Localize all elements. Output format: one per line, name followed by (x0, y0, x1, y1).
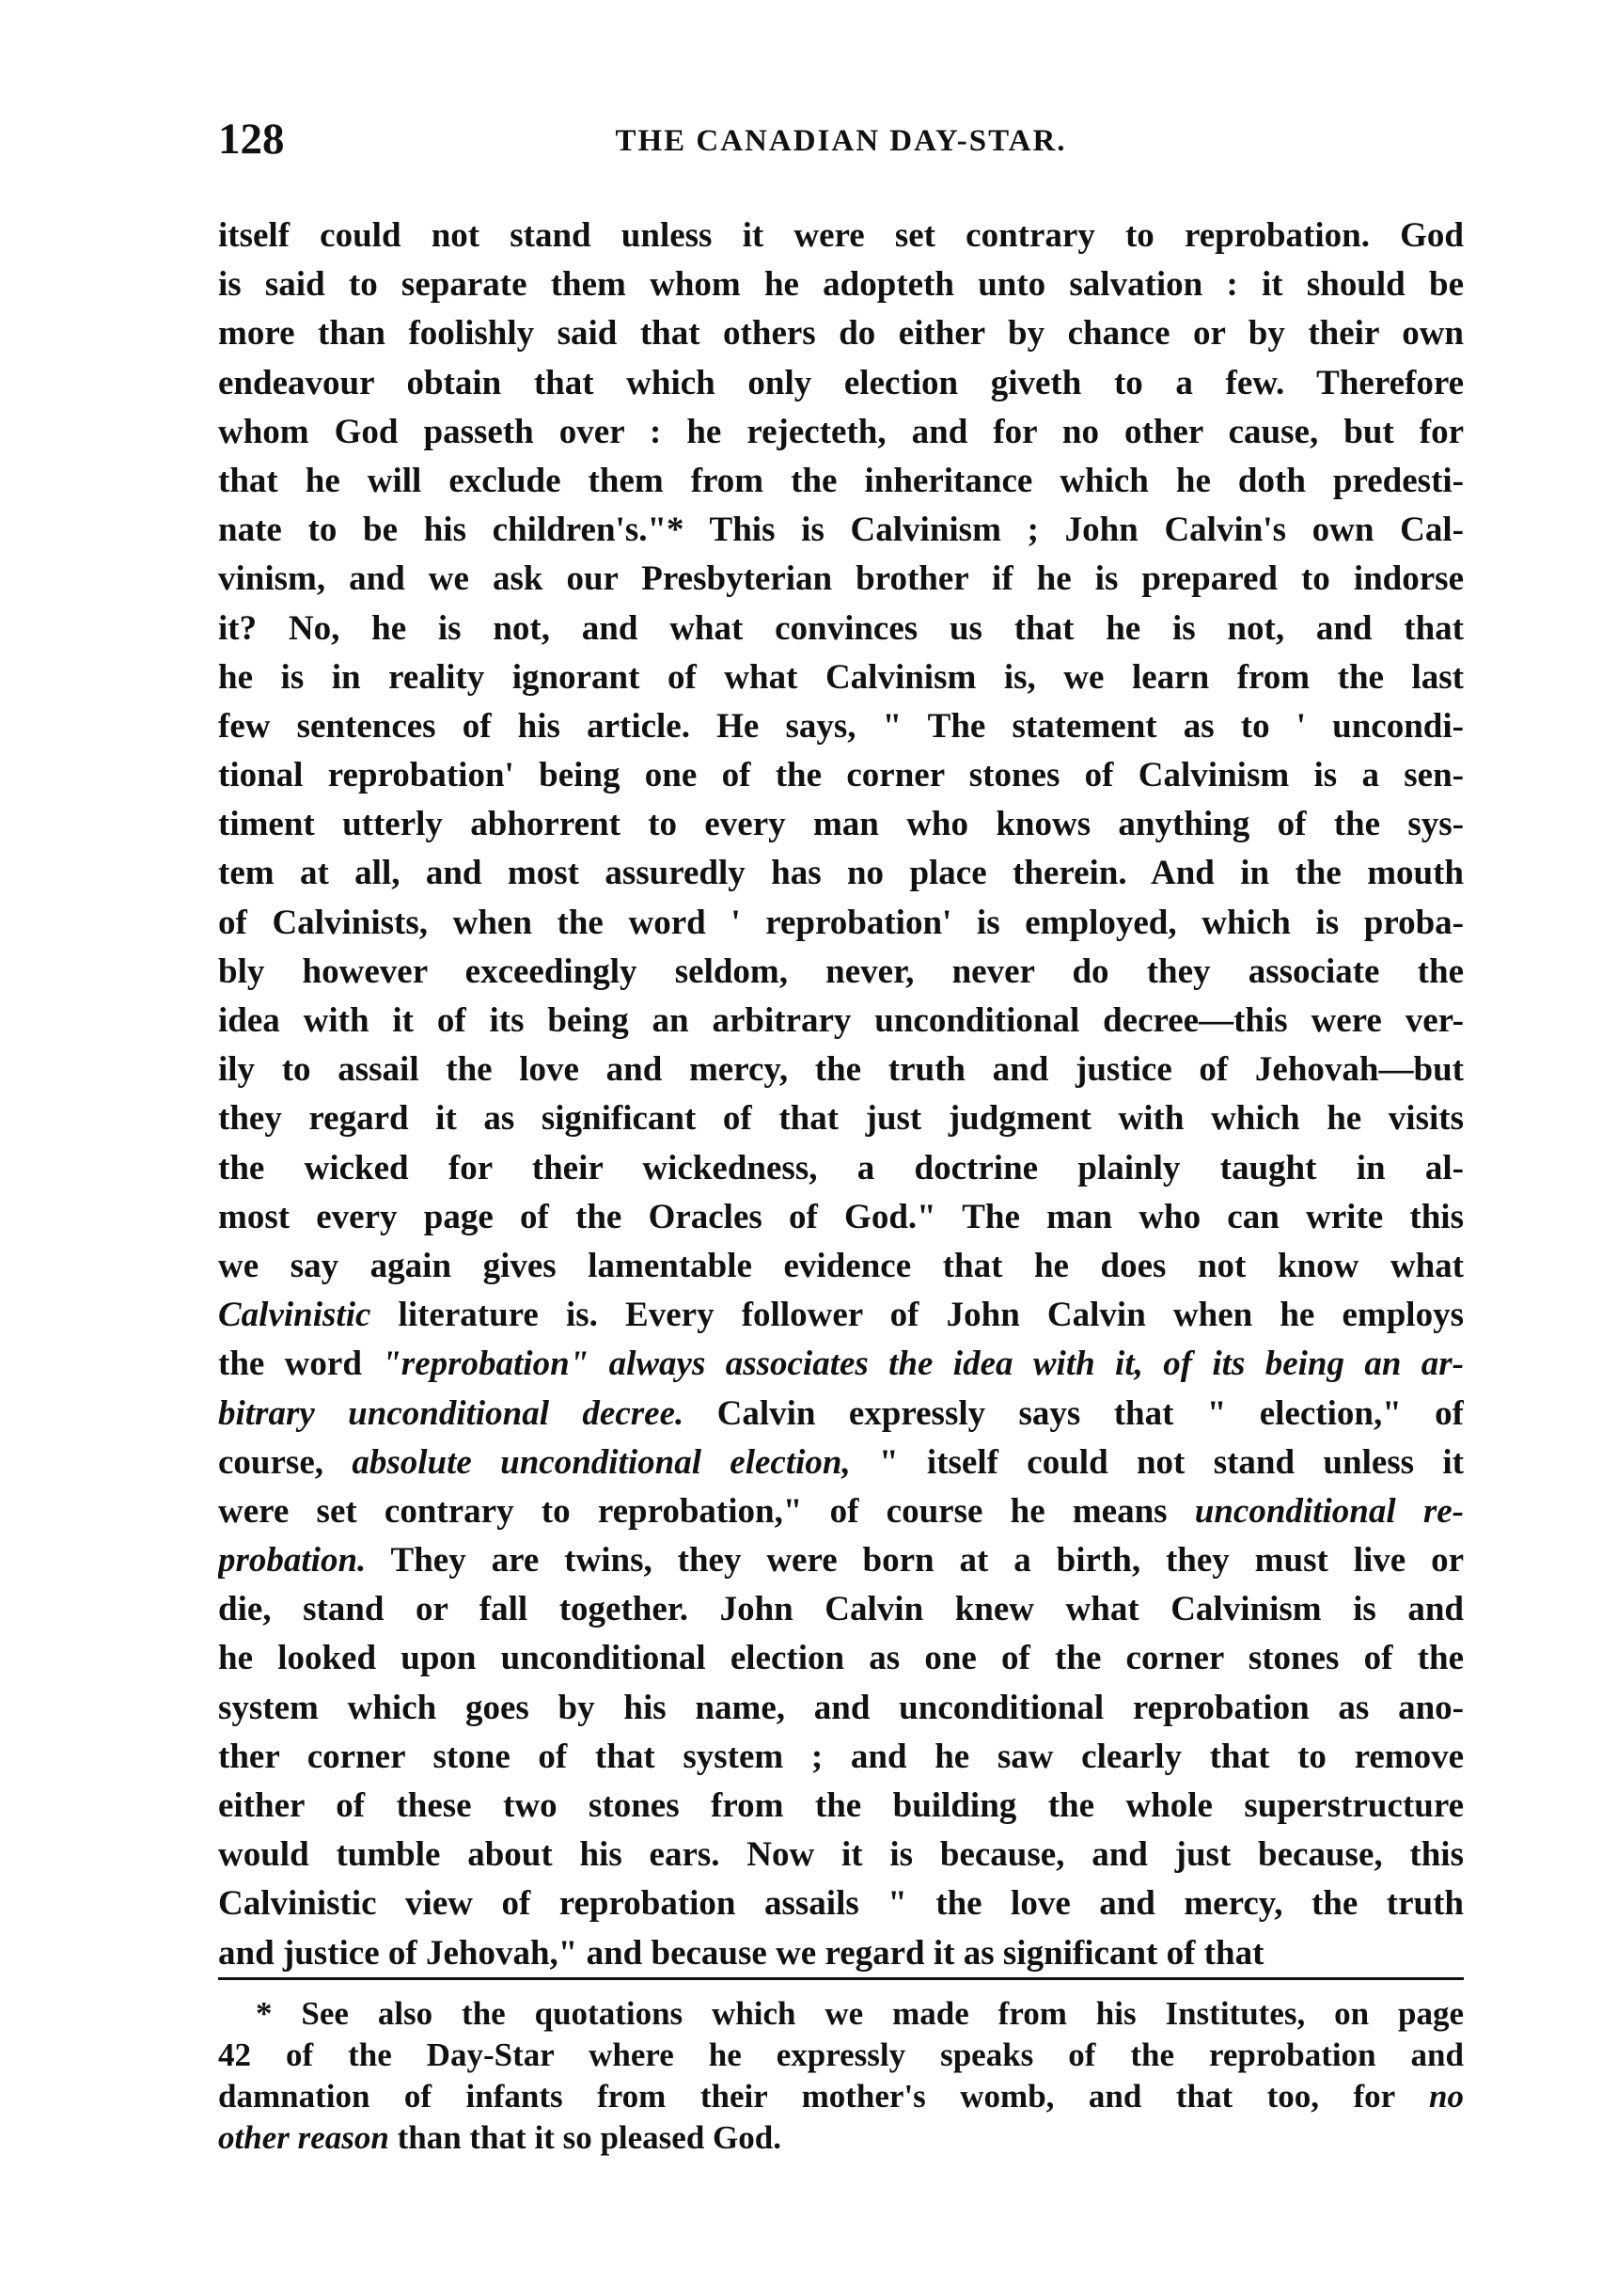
body-line (218, 948, 1464, 997)
body-line (218, 309, 1464, 358)
body-line (218, 457, 1464, 506)
body-line (218, 997, 1464, 1046)
text-run: literature is. Every follower of John Calvin when he employs (370, 1296, 1464, 1335)
body-line (218, 1046, 1464, 1094)
text-run: nate to be his children's."* This is Calvinism ; John Calvin's own Cal- (218, 511, 1464, 550)
body-line (218, 506, 1464, 555)
text-run: few sentences of his article. He says, " The statement as to ' uncondi- (218, 706, 1464, 746)
body-line (218, 1487, 1464, 1536)
body-line (218, 1831, 1464, 1879)
text-run: would tumble about his ears. Now it is because, and just because, this (218, 1835, 1464, 1875)
text-run: damnation of infants from their mother's womb, and that too, for (218, 2078, 1430, 2115)
text-run: most every page of the Oracles of God." The man who can write this (218, 1197, 1464, 1236)
text-run: Calvin expressly says that " election," of (683, 1393, 1464, 1433)
italic-text: absolute unconditional election, (352, 1442, 851, 1482)
body-line (218, 1634, 1464, 1683)
body-line (218, 800, 1464, 849)
text-run: They are twins, they were born at a birth, they must live or (366, 1541, 1464, 1580)
body-line (218, 1536, 1464, 1585)
body-line (218, 653, 1464, 702)
text-run: tem at all, and most assuredly has no place therein. And in the mouth (218, 854, 1464, 893)
footnote-line (218, 2117, 1464, 2159)
text-run: he is in reality ignorant of what Calvinism is, we learn from the last (218, 657, 1464, 697)
body-line (218, 1340, 1464, 1389)
italic-text: no (1429, 2078, 1464, 2115)
text-run: itself could not stand unless it were set contrary to reprobation. God (218, 216, 1464, 255)
body-line (218, 1390, 1464, 1439)
text-run: course, (218, 1442, 353, 1482)
footnote-line (218, 2076, 1464, 2117)
body-line (218, 1094, 1464, 1143)
body-line (218, 212, 1464, 260)
text-run: die, stand or fall together. John Calvin knew what Calvinism is and (218, 1590, 1464, 1629)
body-line (218, 359, 1464, 408)
text-run: that he will exclude them from the inheritance which he doth predesti- (218, 461, 1464, 500)
italic-text: unconditional re- (1194, 1491, 1464, 1531)
text-run: * See also the quotations which we made from his Institutes, on page (256, 1995, 1464, 2032)
text-run: were set contrary to reprobation," of course he means (218, 1491, 1195, 1531)
body-line (218, 1242, 1464, 1291)
footnote-rule (218, 1977, 1464, 1980)
italic-text: "reprobation" always associates the idea with it, of its being an ar- (382, 1345, 1464, 1384)
text-run: the wicked for their wickedness, a doctrine plainly taught in al- (218, 1148, 1464, 1187)
page-header (218, 111, 1464, 186)
text-run: the word (218, 1345, 383, 1384)
text-run: it? No, he is not, and what convinces us that he is not, and that (218, 608, 1464, 648)
footnote-line (218, 1993, 1464, 2035)
body-line (218, 702, 1464, 751)
body-line (218, 555, 1464, 604)
text-run: of Calvinists, when the word ' reprobation' is employed, which is proba- (218, 903, 1464, 942)
body-text (218, 212, 1464, 1978)
body-line (218, 1439, 1464, 1487)
text-run: Calvinistic view of reprobation assails " the love and mercy, the truth (218, 1884, 1464, 1924)
body-line (218, 1782, 1464, 1831)
body-line (218, 849, 1464, 898)
italic-text: other reason (218, 2119, 389, 2156)
body-line (218, 260, 1464, 309)
body-line (218, 1879, 1464, 1928)
body-line (218, 899, 1464, 948)
text-run: bly however exceedingly seldom, never, never do they associate the (218, 951, 1464, 991)
body-line (218, 1291, 1464, 1340)
footnote (218, 1993, 1464, 2159)
text-run: ther corner stone of that system ; and he saw clearly that to remove (218, 1737, 1464, 1776)
body-line (218, 1193, 1464, 1242)
text-run: vinism, and we ask our Presbyterian brother if he is prepared to indorse (218, 559, 1464, 599)
text-run: and justice of Jehovah," and because we regard it as significant of that (218, 1933, 1264, 1973)
text-run: we say again gives lamentable evidence that he does not know what (218, 1246, 1464, 1285)
body-line (218, 1733, 1464, 1782)
text-run: is said to separate them whom he adopteth unto salvation : it should be (218, 265, 1464, 305)
text-run: 42 of the Day-Star where he expressly speaks of the reprobation and (218, 2037, 1464, 2073)
text-run: ily to assail the love and mercy, the truth and justice of Jehovah—but (218, 1050, 1464, 1090)
text-run: either of these two stones from the building the whole superstructure (218, 1786, 1464, 1825)
body-line (218, 408, 1464, 457)
text-run: idea with it of its being an arbitrary unconditional decree—this were ver- (218, 1001, 1464, 1040)
text-run: more than foolishly said that others do either by chance or by their own (218, 314, 1464, 354)
footnote-line (218, 2035, 1464, 2076)
body-line (218, 1684, 1464, 1733)
page-number: 128 (218, 115, 285, 164)
italic-text: Calvinistic (218, 1296, 371, 1335)
running-head: THE CANADIAN DAY-STAR. (615, 124, 1067, 158)
italic-text: bitrary unconditional decree. (218, 1393, 684, 1433)
text-run: timent utterly abhorrent to every man who knows anything of the sys- (218, 805, 1464, 844)
body-line (218, 751, 1464, 800)
text-run: endeavour obtain that which only election giveth to a few. Therefore (218, 363, 1464, 402)
text-run: system which goes by his name, and unconditional reprobation as ano- (218, 1688, 1464, 1727)
body-line (218, 1929, 1464, 1978)
text-run: tional reprobation' being one of the corner stones of Calvinism is a sen- (218, 756, 1464, 795)
text-run: " itself could not stand unless it (850, 1442, 1464, 1482)
italic-text: probation. (218, 1541, 367, 1580)
body-line (218, 605, 1464, 653)
text-run: he looked upon unconditional election as one of the corner stones of the (218, 1639, 1464, 1678)
body-line (218, 1585, 1464, 1634)
text-run: whom God passeth over : he rejecteth, and for no other cause, but for (218, 412, 1464, 451)
text-run: they regard it as significant of that just judgment with which he visits (218, 1099, 1464, 1139)
text-run: than that it so pleased God. (388, 2119, 781, 2156)
body-line (218, 1144, 1464, 1193)
